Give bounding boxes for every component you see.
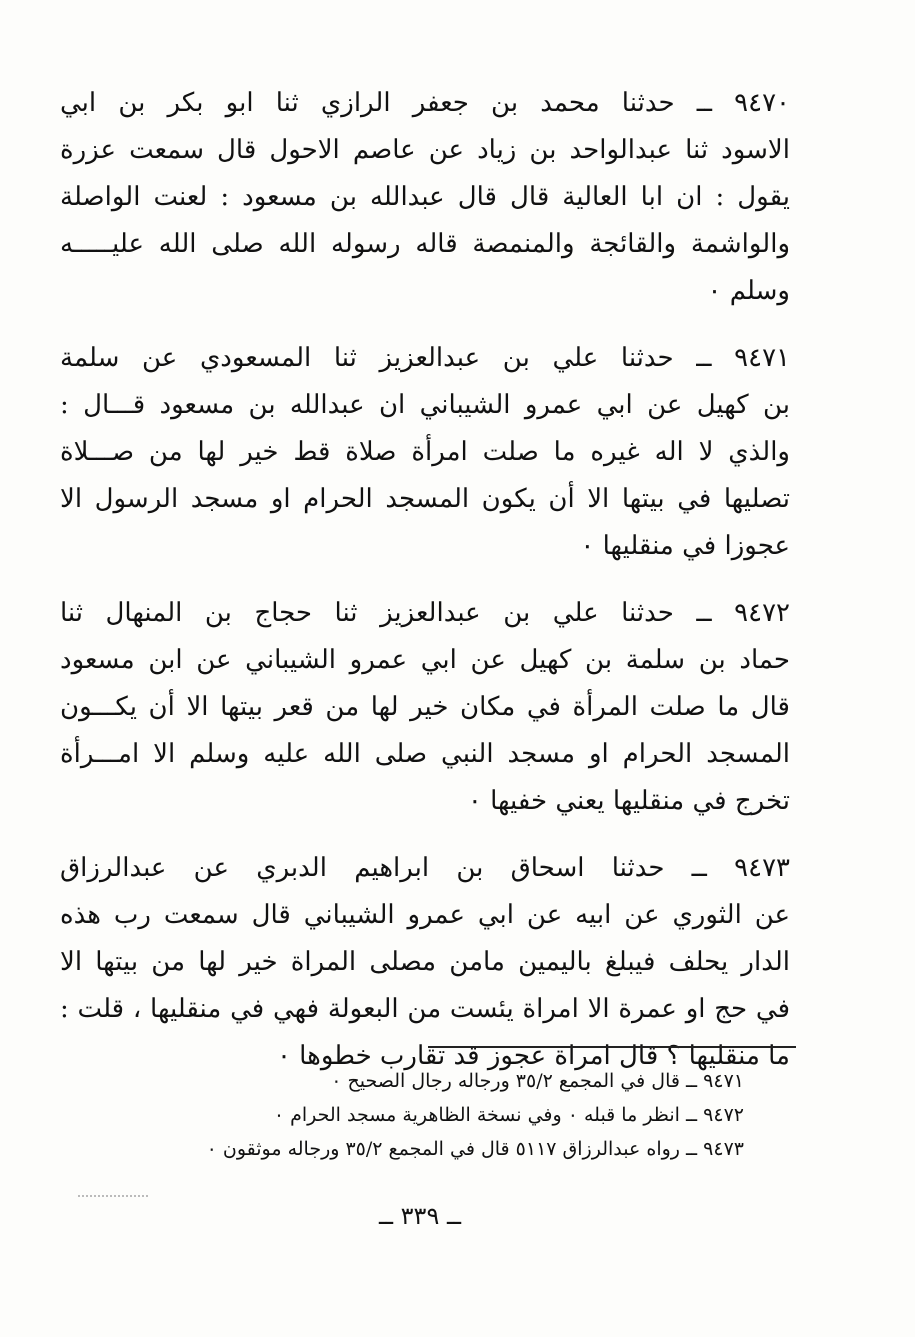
text-line: تصليها في بيتها الا أن يكون المسجد الحرام او مسجد الرسول الا: [60, 484, 790, 514]
text-line: الاسود ثنا عبدالواحد بن زياد عن عاصم الاحول قال سمعت عزرة: [60, 135, 790, 165]
text-line: وسلم ٠: [707, 276, 790, 306]
text-line: والواشمة والقائجة والمنمصة قاله رسوله الله صلى الله عليـــــه: [60, 229, 790, 259]
text-line: بن كهيل عن ابي عمرو الشيباني ان عبدالله بن مسعود قـــال :: [60, 390, 790, 420]
footnote-9472: ٩٤٧٢ ــ انظر ما قبله ٠ وفي نسخة الظاهرية مسجد الحرام ٠: [273, 1104, 744, 1126]
text-line: عجوزا في منقليها ٠: [580, 531, 790, 561]
text-line: ٩٤٧٠ ــ حدثنا محمد بن جعفر الرازي ثنا ابو بكر بن ابي: [60, 88, 790, 118]
text-line: في حج او عمرة الا امراة يئست من البعولة فهي في منقليها ، قلت :: [60, 994, 790, 1024]
hadith-9472: [60, 590, 790, 825]
text-line: قال ما صلت المرأة في مكان خير لها من قعر بيتها الا أن يكـــون: [60, 692, 790, 722]
text-line: المسجد الحرام او مسجد النبي صلى الله عليه وسلم الا امـــرأة: [60, 739, 790, 769]
text-line: ٩٤٧٢ ــ حدثنا علي بن عبدالعزيز ثنا حجاج بن المنهال ثنا: [60, 598, 790, 628]
text-line: ٩٤٧٣ ــ حدثنا اسحاق بن ابراهيم الدبري عن عبدالرزاق: [60, 853, 790, 883]
hadith-9473: [60, 845, 790, 1080]
text-line: عن الثوري عن ابيه عن ابي عمرو الشيباني قال سمعت رب هذه: [60, 900, 790, 930]
footnote-divider: [428, 1046, 796, 1048]
page-number: ــ ٣٣٩ ــ: [378, 1202, 462, 1230]
hadith-9470: [60, 80, 790, 315]
text-line: الدار يحلف فيبلغ باليمين مامن مصلى المراة خير لها من بيتها الا: [60, 947, 790, 977]
text-line: ٩٤٧١ ــ حدثنا علي بن عبدالعزيز ثنا المسعودي عن سلمة: [60, 343, 790, 373]
hadith-text-body: [60, 80, 790, 1100]
scan-speckle: [78, 1195, 148, 1197]
text-line: والذي لا اله غيره ما صلت امرأة صلاة قط خير لها من صـــلاة: [60, 437, 790, 467]
text-line: تخرج في منقليها يعني خفيها ٠: [467, 786, 790, 816]
hadith-9471: [60, 335, 790, 570]
footnote-9471: ٩٤٧١ ــ قال في المجمع ٣٥/٢ ورجاله رجال الصحيح ٠: [331, 1070, 744, 1092]
text-line: يقول : ان ابا العالية قال قال عبدالله بن مسعود : لعنت الواصلة: [60, 182, 790, 212]
text-line: ما منقليها ؟ قال امراة عجوز قد تقارب خطوها ٠: [276, 1041, 790, 1071]
text-line: حماد بن سلمة بن كهيل عن ابي عمرو الشيباني عن ابن مسعود: [60, 645, 790, 675]
footnote-9473: ٩٤٧٣ ــ رواه عبدالرزاق ٥١١٧ قال في المجمع ٣٥/٢ ورجاله موثقون ٠: [206, 1138, 744, 1160]
footnotes: [60, 1064, 744, 1166]
